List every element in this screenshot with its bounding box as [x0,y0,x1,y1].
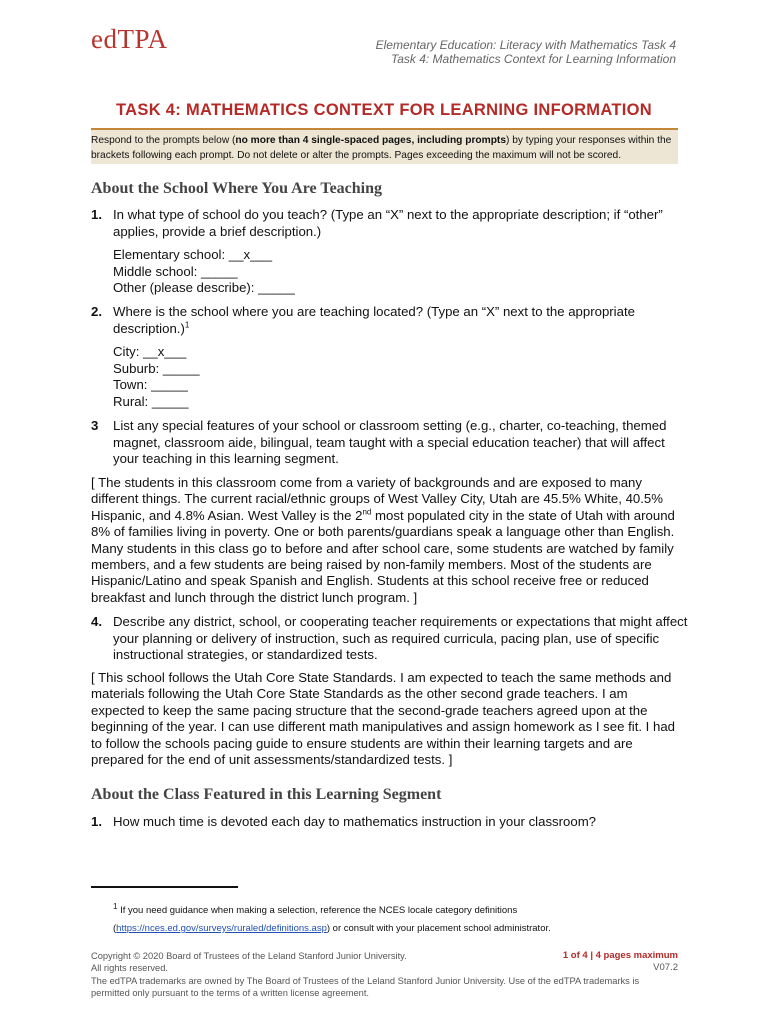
footnote-text-2: ) or consult with your placement school administrator. [326,923,551,934]
answer-line: Rural: _____ [113,393,189,409]
question-number: 2. [91,304,102,319]
answer-line: Other (please describe): _____ [113,280,295,296]
answer-requirements: [ This school follows the Utah Core State Standards. I am expected to teach the same methods and materials following the Utah Core State Standards as the other second grade teachers. I am expected to keep the same pacing structure that the second-grade teachers agreed upon at the beginning of the year. I can use different math manipulatives and assign homework as I see fit. I had to follow the schools pacing guide to ensure students are within their learning targets and are prepared for the end of unit assessments/standardized tests. ] [91,670,676,768]
question-number: 3 [91,418,99,433]
answer-special-features [91,475,681,606]
footnote-divider [91,886,238,888]
question-number: 1. [91,207,102,222]
question-2 [91,304,691,337]
page-title: TASK 4: MATHEMATICS CONTEXT FOR LEARNING INFORMATION [116,101,652,119]
footer-rights: All rights reserved. [91,963,168,973]
page-count: 1 of 4 | 4 pages maximum [562,950,678,961]
section-heading-school: About the School Where You Are Teaching [91,180,383,197]
section-heading-class: About the Class Featured in this Learning Segment [91,786,442,803]
answer-line: Middle school: _____ [113,263,238,279]
question-number: 1. [91,814,102,829]
version-label: V07.2 [653,962,678,973]
question-text: How much time is devoted each day to mathematics instruction in your classroom? [113,814,597,829]
question-text [113,304,691,337]
footnote-mark: 1 [113,901,118,911]
footnote-text-1: If you need guidance when making a selection, reference the NCES locale category definitions [117,905,518,916]
header-line-1: Elementary Education: Literacy with Mathematics Task 4 [375,38,676,52]
answer-line: Suburb: _____ [113,360,200,376]
instructions-box [91,130,678,164]
nces-definitions-link[interactable]: https://nces.ed.gov/surveys/ruraled/definitions.asp [116,923,327,934]
answer-line: Town: _____ [113,377,188,393]
footnote-paren: ( [113,923,117,934]
question-3 [91,418,691,468]
question-text: List any special features of your school or classroom setting (e.g., charter, co-teaching, themed magnet, classroom aide, bilingual, team taught with a special education teacher) that will affect your teaching in this learning segment. [113,418,667,466]
answer-school-type [113,247,295,297]
footer-copyright: Copyright © 2020 Board of Trustees of the Leland Stanford Junior University. [91,951,407,961]
header-line-2: Task 4: Mathematics Context for Learning Information [390,52,676,66]
question-text: Describe any district, school, or cooperating teacher requirements or expectations that might affect your planning or delivery of instruction, such as required curricula, pacing plan, use of specific instructional strategies, or standardized tests. [113,614,688,662]
instructions-bold: no more than 4 single-spaced pages, including prompts [235,135,506,146]
question-4 [91,614,691,664]
footnote-ref: 1 [184,320,190,330]
answer-text-post: most populated city in the state of Utah with around 8% of families living in poverty. One or both parents/guardians speak a language other than English. Many students in this class go to before and after school care, some students are watched by family members, and a few students are being raised by non-family members. Most of the students are Hispanic/Latino and speak Spanish and English. Students at this school receive free or reduced breakfast and lunch through the district lunch program. ] [91,507,675,605]
question-text: In what type of school do you teach? (Type an “X” next to the appropriate description; if “other” applies, provide a brief description.) [113,207,663,239]
instructions-pre: Respond to the prompts below ( [91,135,236,146]
answer-line: City: __x___ [113,344,187,359]
answer-text-pre: [ The students in this classroom come from a variety of backgrounds and are exposed to many different things. The current racial/ethnic groups of West Valley City, Utah are 45.5% White, 40.5% Hispanic, and 4.8% Asian. West Valley is the 2 [91,475,663,523]
answer-location [113,344,200,410]
question-text-main: Where is the school where you are teaching located? (Type an “X” next to the appropriate description.) [113,304,635,336]
question-number: 4. [91,614,102,629]
superscript: nd [362,507,372,517]
edtpa-logo: edTPA [91,24,168,54]
instructions-post: ) by typing your responses within the brackets following each prompt. Do not delete or alter the prompts. Pages exceeding the maximum will not be scored. [91,135,672,161]
footer-trademark: The edTPA trademarks are owned by The Board of Trustees of the Leland Stanford Junior University. Use of the edTPA trademarks is permitted only pursuant to the terms of a written license agreement. [91,976,640,998]
question-class-1 [91,814,691,831]
answer-line: Elementary school: __x___ [113,247,273,262]
footnote [113,902,633,938]
question-1 [91,207,691,240]
